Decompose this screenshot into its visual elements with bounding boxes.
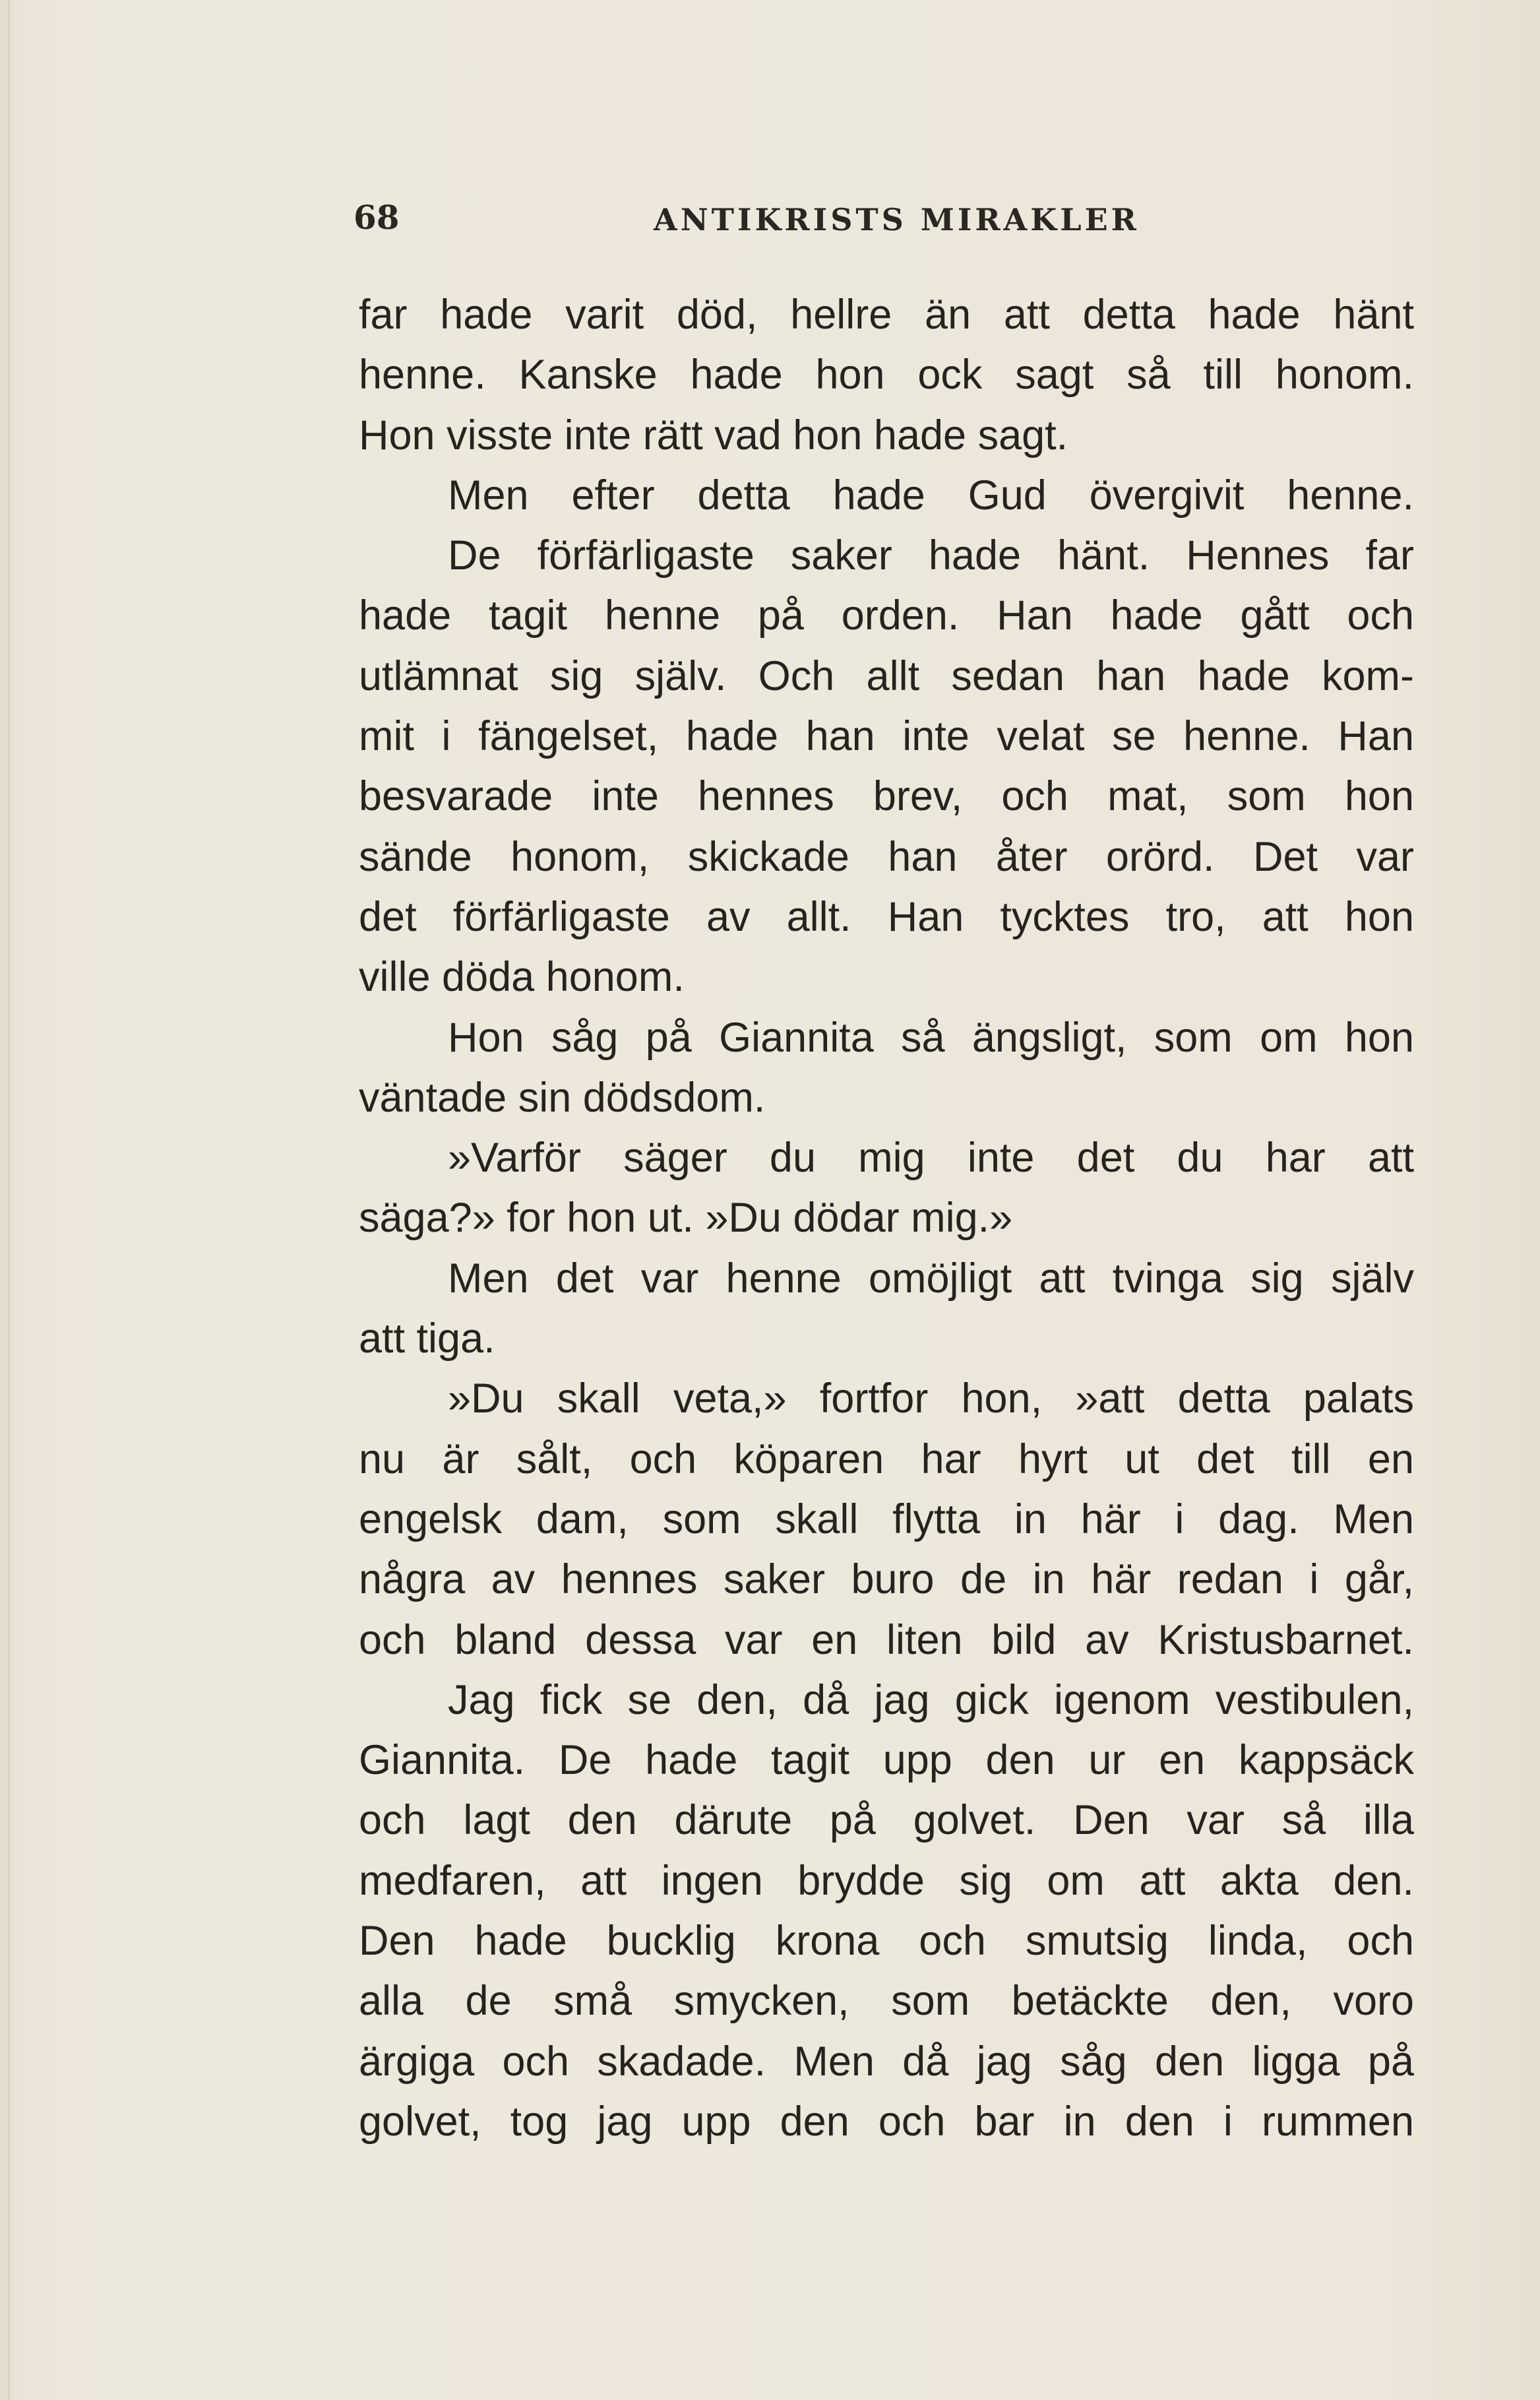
text-line: och bland dessa var en liten bild av Kristusbarnet.: [359, 1616, 1414, 1663]
text-line: henne. Kanske hade hon ock sagt så till honom.: [359, 352, 1414, 398]
text-line: »Varför säger du mig inte det du har att: [448, 1135, 1414, 1182]
text-line: nu är sålt, och köparen har hyrt ut det till en: [359, 1436, 1414, 1482]
text-line: säga?» for hon ut. »Du dödar mig.»: [359, 1195, 1013, 1242]
body-text: [359, 285, 1414, 2152]
text-line: Men det var henne omöjligt att tvinga sig själv: [448, 1255, 1414, 1302]
text-line: och lagt den därute på golvet. Den var så illa: [359, 1797, 1414, 1844]
text-line: några av hennes saker buro de in här redan i går,: [359, 1556, 1414, 1603]
text-line: alla de små smycken, som betäckte den, voro: [359, 1978, 1414, 2025]
text-line: att tiga.: [359, 1315, 495, 1362]
text-line: De förfärligaste saker hade hänt. Hennes far: [448, 532, 1414, 579]
text-line: golvet, tog jag upp den och bar in den i rummen: [359, 2098, 1414, 2145]
text-line: Jag fick se den, då jag gick igenom vestibulen,: [448, 1676, 1414, 1723]
text-line: det förfärligaste av allt. Han tycktes tro, att hon: [359, 893, 1414, 940]
text-line: sände honom, skickade han åter orörd. Det var: [359, 833, 1414, 880]
text-line: Giannita. De hade tagit upp den ur en kappsäck: [359, 1737, 1414, 1784]
text-line: Hon visste inte rätt vad hon hade sagt.: [359, 412, 1068, 458]
running-head: [354, 198, 1409, 244]
text-line: engelsk dam, som skall flytta in här i dag. Men: [359, 1496, 1414, 1542]
text-line: väntade sin dödsdom.: [359, 1074, 766, 1121]
text-line: Men efter detta hade Gud övergivit henne.: [448, 472, 1414, 519]
text-line: »Du skall veta,» fortfor hon, »att detta palats: [448, 1375, 1414, 1422]
text-line: besvarade inte hennes brev, och mat, som hon: [359, 773, 1414, 820]
text-line: medfaren, att ingen brydde sig om att akta den.: [359, 1857, 1414, 1904]
page-edge: [8, 0, 10, 2400]
running-title: ANTIKRISTS MIRAKLER: [654, 202, 1140, 237]
text-line: Den hade bucklig krona och smutsig linda, och: [359, 1918, 1414, 1965]
text-line: ärgiga och skadade. Men då jag såg den ligga på: [359, 2038, 1414, 2085]
text-line: utlämnat sig själv. Och allt sedan han hade kom-: [359, 652, 1414, 699]
text-line: Hon såg på Giannita så ängsligt, som om hon: [448, 1014, 1414, 1061]
text-line: mit i fängelset, hade han inte velat se henne. Han: [359, 713, 1414, 760]
text-line: hade tagit henne på orden. Han hade gått och: [359, 592, 1414, 639]
text-line: far hade varit död, hellre än att detta hade hänt: [359, 292, 1414, 338]
text-line: ville döda honom.: [359, 954, 685, 1001]
page-number: 68: [354, 198, 400, 237]
